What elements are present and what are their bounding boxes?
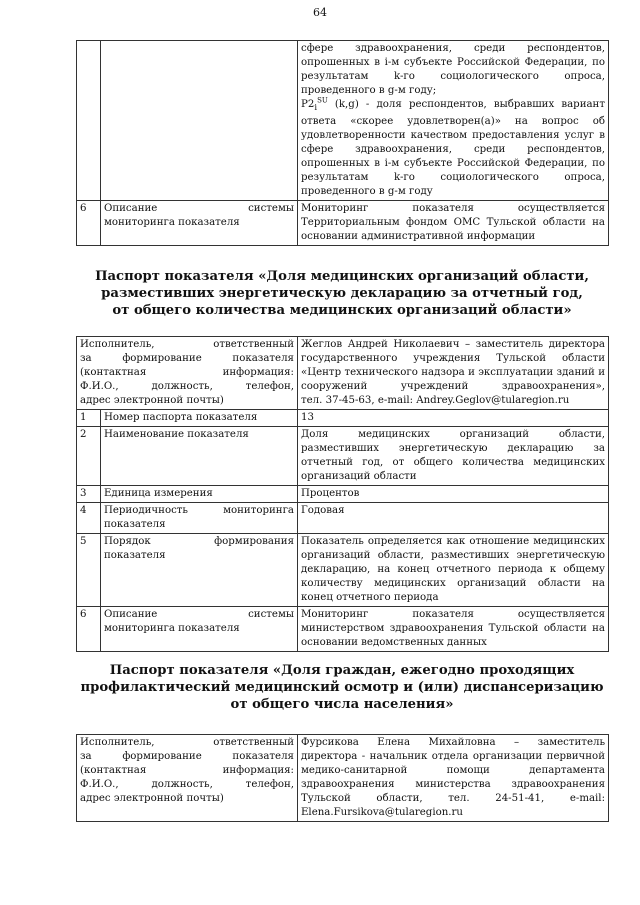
text-line: мониторинга показателя <box>104 217 240 229</box>
table-row <box>77 201 609 246</box>
text-line: сооружений учреждений здравоохранения», <box>301 381 605 392</box>
title-line: от общего числа населения» <box>230 697 454 712</box>
formula-text: (k,g) - доля респондентов, выбравших вариант <box>327 99 605 110</box>
row-number: 3 <box>77 486 101 503</box>
text-line: Мониторинг показателя осуществляется <box>301 609 605 620</box>
text-line: медико-санитарной помощи департамента <box>301 765 605 776</box>
top-indicator-table <box>76 40 609 246</box>
text-line: Единица измерения <box>104 488 213 499</box>
table-row <box>77 534 609 607</box>
text-line: Номер паспорта показателя <box>104 412 258 423</box>
row-number: 6 <box>77 607 101 652</box>
text-line: организаций области <box>301 471 417 482</box>
text-line: «Центр технического надзора и эксплуатации зданий и <box>301 367 605 378</box>
formula-line <box>301 98 605 115</box>
row-label <box>101 486 298 503</box>
row-number-cell <box>77 41 101 201</box>
text-line: отчетный год, от общего количества медицинских <box>301 457 605 468</box>
title-line: Паспорт показателя «Доля граждан, ежегодно проходящих <box>109 663 575 678</box>
text-line: Описание системы <box>104 609 294 620</box>
text-line: Ф.И.О., должность, телефон, <box>80 381 294 392</box>
text-line: показателя <box>104 519 166 530</box>
row-number: 2 <box>77 427 101 486</box>
text-line: Исполнитель, ответственный <box>80 339 294 350</box>
row-label <box>101 607 298 652</box>
formula-symbol: P2 <box>301 99 315 110</box>
table-row <box>77 503 609 534</box>
text-line: мониторинга показателя <box>104 623 240 634</box>
text-line: за формирование показателя <box>80 353 294 364</box>
email-line: тел. 37-45-63, e-mail: Andrey.Geglov@tularegion.ru <box>301 395 570 406</box>
text-line: результатам k-го социологического опроса, <box>301 172 605 184</box>
text-line: адрес электронной почты) <box>80 395 224 406</box>
title-line: разместивших энергетическую декларацию за отчетный год, <box>101 286 583 301</box>
table-row <box>77 486 609 503</box>
indicator-passport-table-1 <box>76 336 609 652</box>
text-line: проведенного в g-м году; <box>301 85 437 96</box>
section-title-1 <box>76 268 608 319</box>
text-line: директора - начальник отдела организации первичной <box>301 751 605 762</box>
title-line: Паспорт показателя «Доля медицинских организаций области, <box>95 269 589 284</box>
text-line: Мониторинг показателя осуществляется <box>301 203 605 215</box>
formula-superscript: SU <box>317 96 328 105</box>
text-line: Территориальным фондом ОМС Тульской области на <box>301 217 605 229</box>
row-value <box>298 427 609 486</box>
text-line: Периодичность мониторинга <box>104 505 294 516</box>
row-value <box>298 410 609 427</box>
row-label <box>101 503 298 534</box>
text-line: удовлетворенности качеством предоставления услуг в <box>301 130 605 142</box>
executor-value <box>298 735 609 822</box>
text-line: за формирование показателя <box>80 751 294 762</box>
row-value <box>298 503 609 534</box>
row-label <box>101 534 298 607</box>
page-number: 64 <box>313 6 327 19</box>
table-row <box>77 410 609 427</box>
executor-label <box>77 337 298 410</box>
email-line: Elena.Fursikova@tularegion.ru <box>301 807 463 818</box>
text-line: Жеглов Андрей Николаевич – заместитель директора <box>301 339 605 350</box>
row-value <box>298 486 609 503</box>
executor-value <box>298 337 609 410</box>
text-line: (контактная информация: <box>80 367 294 378</box>
text-line: опрошенных в i-м субъекте Российской Федерации, по <box>301 158 605 170</box>
text-line: результатам k-го социологического опроса, <box>301 71 605 82</box>
formula-description-cell <box>298 41 609 201</box>
row-number: 6 <box>77 201 101 246</box>
text-line: сфере здравоохранения, среди респондентов, <box>301 144 605 156</box>
table-row <box>77 607 609 652</box>
text-line: разместивших энергетическую декларацию за <box>301 443 605 454</box>
text-line: количеству медицинских организаций области на <box>301 578 605 589</box>
text-line: организаций области, разместивших энергетическую <box>301 550 605 561</box>
text-line: 13 <box>301 412 314 423</box>
formula-subscript: i <box>314 103 318 114</box>
text-line: проведенного в g-м году <box>301 186 433 198</box>
row-label <box>101 427 298 486</box>
row-value <box>298 201 609 246</box>
text-line: основании ведомственных данных <box>301 637 487 648</box>
table-row-continuation <box>77 41 609 201</box>
text-line: здравоохранения министерства здравоохранения <box>301 779 605 790</box>
row-value <box>298 534 609 607</box>
text-line: Процентов <box>301 488 360 499</box>
text-line: основании административной информации <box>301 231 536 243</box>
row-label <box>101 201 298 246</box>
title-line: от общего количества медицинских организаций области» <box>112 303 572 318</box>
row-value <box>298 607 609 652</box>
text-line: государственного учреждения Тульской области <box>301 353 605 364</box>
row-label <box>101 410 298 427</box>
text-line: декларацию, на конец отчетного периода к общему <box>301 564 605 575</box>
indicator-passport-table-2 <box>76 734 609 822</box>
text-line: адрес электронной почты) <box>80 793 224 804</box>
row-label-cell <box>101 41 298 201</box>
text-line: Фурсикова Елена Михайловна – заместитель <box>301 737 605 748</box>
text-line: Порядок формирования <box>104 536 294 547</box>
text-line: Показатель определяется как отношение медицинских <box>301 536 605 547</box>
text-line: министерством здравоохранения Тульской области на <box>301 623 605 634</box>
text-line: Ф.И.О., должность, телефон, <box>80 779 294 790</box>
text-line: Наименование показателя <box>104 429 249 440</box>
text-line: конец отчетного периода <box>301 592 439 603</box>
text-line: ответа «скорее удовлетворен(а)» на вопрос об <box>301 116 605 128</box>
text-line: Описание системы <box>104 203 294 215</box>
text-line: Годовая <box>301 505 345 516</box>
executor-row <box>77 337 609 410</box>
title-line: профилактический медицинский осмотр и (или) диспансеризацию <box>80 680 604 695</box>
executor-row <box>77 735 609 822</box>
section-title-2 <box>76 662 608 713</box>
text-line: показателя <box>104 550 166 561</box>
text-line: опрошенных в i-м субъекте Российской Федерации, по <box>301 57 605 68</box>
executor-label <box>77 735 298 822</box>
text-line: Исполнитель, ответственный <box>80 737 294 748</box>
row-number: 1 <box>77 410 101 427</box>
text-line: Тульской области, тел. 24-51-41, e-mail: <box>301 793 605 804</box>
table-row <box>77 427 609 486</box>
text-line: (контактная информация: <box>80 765 294 776</box>
row-number: 5 <box>77 534 101 607</box>
text-line: Доля медицинских организаций области, <box>301 429 605 440</box>
row-number: 4 <box>77 503 101 534</box>
text-line: сфере здравоохранения, среди респондентов, <box>301 43 605 54</box>
